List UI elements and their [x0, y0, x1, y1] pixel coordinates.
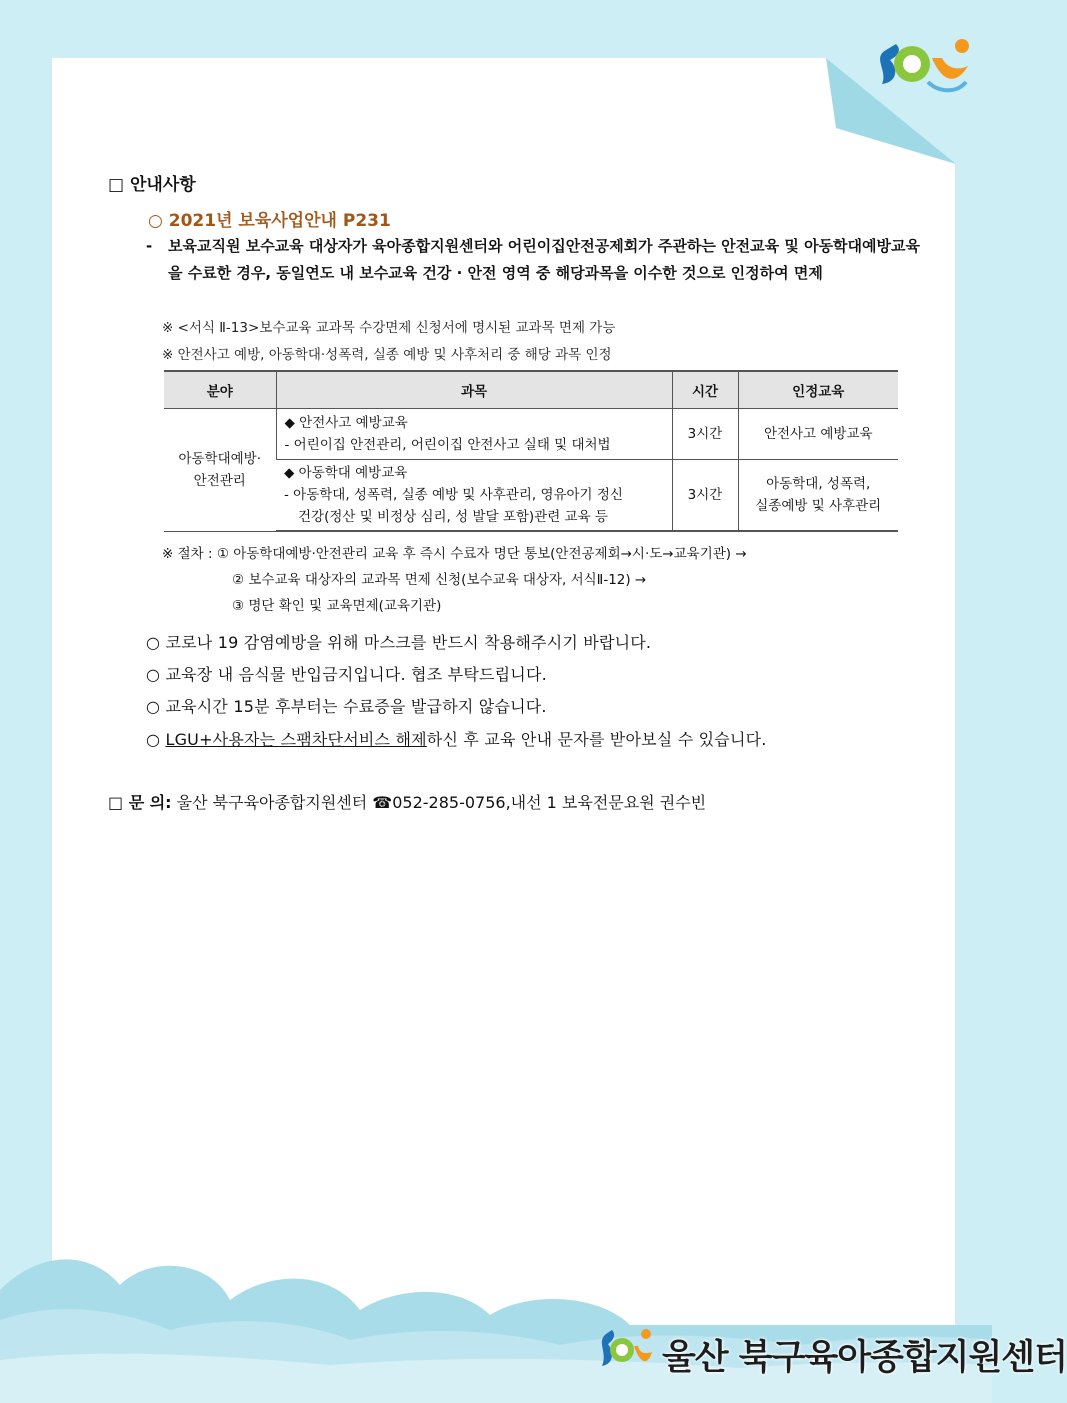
table-header-row	[164, 371, 898, 409]
notice-lgu-prefix: ○	[146, 730, 166, 749]
contact-line	[108, 790, 706, 813]
hours-cell: 3시간	[672, 460, 738, 532]
recognized-cell	[738, 460, 898, 532]
section-heading-notice: □ 안내사항	[108, 175, 196, 195]
subject-cell	[276, 409, 672, 460]
center-logo-icon	[868, 30, 978, 102]
note-form-exemption: ※ <서식 Ⅱ-13>보수교육 교과목 수강면제 신청서에 명시된 교과목 면제 가능	[162, 320, 616, 336]
procedure-step-1: ※ 절차 : ① 아동학대예방·안전관리 교육 후 즉시 수료자 명단 통보(안전공제회→시·도→교육기관) →	[162, 546, 747, 562]
subject-detail-cont: 건강(정산 및 비정상 심리, 성 발달 포함)관련 교육 등	[298, 509, 608, 525]
notice-lgu-suffix: 하신 후 교육 안내 문자를 받아보실 수 있습니다.	[426, 730, 767, 749]
footer-logo-icon	[596, 1322, 652, 1380]
subject-title: ◆ 안전사고 예방교육	[284, 415, 408, 431]
exemption-table	[164, 370, 898, 532]
subject-detail: - 아동학대, 성폭력, 실종 예방 및 사후관리, 영유아기 정신	[284, 487, 623, 503]
notice-lgu	[146, 727, 767, 750]
notice-certificate: ○ 교육시간 15분 후부터는 수료증을 발급하지 않습니다.	[146, 697, 547, 716]
exemption-paragraph	[146, 233, 920, 287]
header-recognized: 인정교육	[738, 371, 898, 409]
procedure-step-2: ② 보수교육 대상자의 교과목 면제 신청(보수교육 대상자, 서식Ⅱ-12) →	[232, 572, 647, 588]
note-subject-recognition: ※ 안전사고 예방, 아동학대·성폭력, 실종 예방 및 사후처리 중 해당 과목 인정	[162, 347, 612, 363]
footer-center-name: 울산 북구육아종합지원센터	[662, 1338, 1067, 1378]
hours-cell: 3시간	[672, 409, 738, 460]
notice-mask: ○ 코로나 19 감염예방을 위해 마스크를 반드시 착용해주시기 바랍니다.	[146, 633, 652, 652]
notice-food: ○ 교육장 내 음식물 반입금지입니다. 협조 부탁드립니다.	[146, 665, 547, 684]
subject-cell	[276, 460, 672, 532]
recognized-line-1: 아동학대, 성폭력,	[766, 476, 871, 492]
subject-detail: - 어린이집 안전관리, 어린이집 안전사고 실태 및 대처법	[284, 437, 611, 453]
field-cell: 아동학대예방·안전관리	[164, 409, 276, 532]
recognized-line-2: 실종예방 및 사후관리	[755, 498, 882, 514]
table-row	[164, 409, 898, 460]
header-subject: 과목	[276, 371, 672, 409]
subject-title: ◆ 아동학대 예방교육	[284, 465, 408, 481]
guide-reference-heading: ○ 2021년 보육사업안내 P231	[148, 211, 391, 231]
dash-bullet: -	[146, 237, 153, 255]
notice-lgu-underlined: LGU+사용자는 스팸차단서비스 해제	[165, 730, 427, 749]
recognized-cell: 안전사고 예방교육	[738, 409, 898, 460]
procedure-block	[162, 541, 747, 619]
contact-text: 울산 북구육아종합지원센터 ☎052-285-0756,내선 1 보육전문요원 권수빈	[171, 793, 707, 812]
contact-label: □ 문 의:	[108, 793, 172, 812]
header-hours: 시간	[672, 371, 738, 409]
procedure-step-3: ③ 명단 확인 및 교육면제(교육기관)	[232, 598, 442, 614]
exemption-text: 보육교직원 보수교육 대상자가 육아종합지원센터와 어린이집안전공제회가 주관하는 안전교육 및 아동학대예방교육을 수료한 경우, 동일연도 내 보수교육 건강 · 안전 영역 중 해당과목을 이수한 것으로 인정하여 면제	[168, 237, 920, 282]
header-field: 분야	[164, 371, 276, 409]
